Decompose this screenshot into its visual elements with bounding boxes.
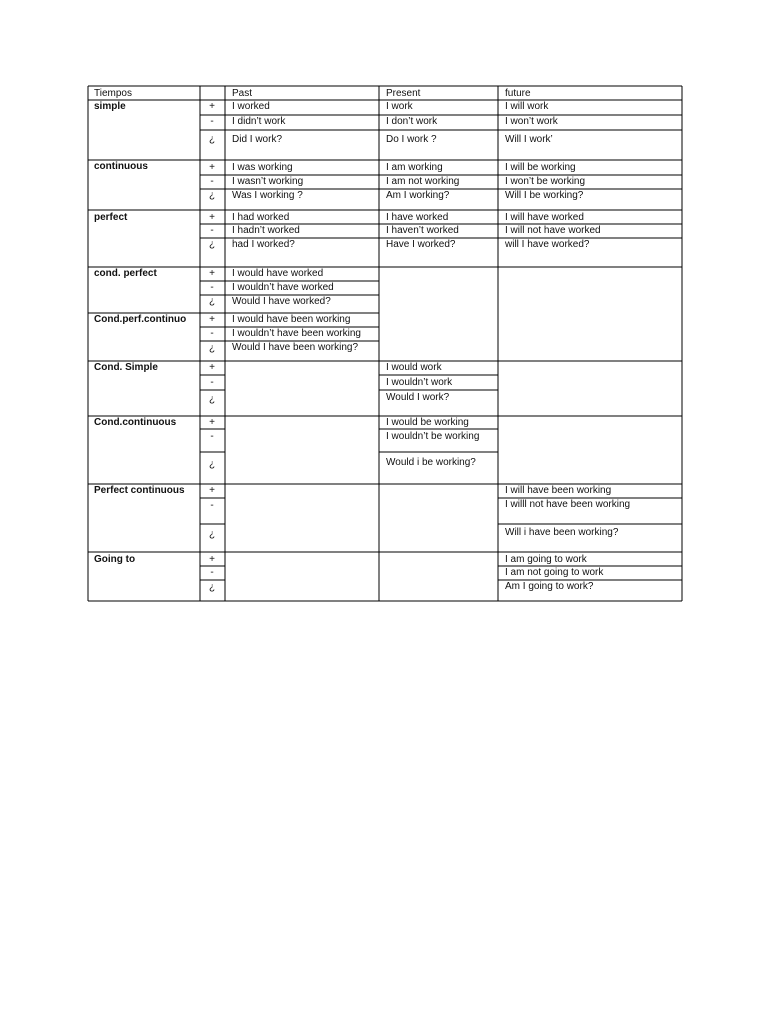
sign-question: ¿	[208, 459, 216, 470]
sign-question: ¿	[208, 296, 216, 307]
past-negative: I wouldn’t have been working	[232, 328, 361, 339]
future-affirmative: I will work	[505, 101, 549, 112]
future-affirmative: I will have been working	[505, 485, 612, 496]
present-question: Would I work?	[386, 392, 450, 403]
future-negative: I won’t work	[505, 116, 558, 127]
tense-label: Perfect continuous	[94, 485, 185, 496]
present-affirmative: I have worked	[386, 212, 449, 223]
tense-label: Cond. Simple	[94, 362, 158, 373]
sign-positive: +	[209, 268, 215, 279]
future-negative: I won’t be working	[505, 176, 586, 187]
present-negative: I am not working	[386, 176, 460, 187]
past-negative: I hadn’t worked	[232, 225, 300, 236]
sign-positive: +	[209, 417, 215, 428]
sign-negative: -	[210, 500, 214, 511]
sign-question: ¿	[208, 394, 216, 405]
past-affirmative: I would have been working	[232, 314, 351, 325]
future-negative: I will not have worked	[505, 225, 601, 236]
present-question: Am I working?	[386, 190, 450, 201]
tense-label: Cond.perf.continuo	[94, 314, 187, 325]
future-affirmative: I am going to work	[505, 554, 587, 565]
future-question: Will I be working?	[505, 190, 584, 201]
past-affirmative: I was working	[232, 162, 293, 173]
sign-positive: +	[209, 554, 215, 565]
sign-negative: -	[210, 282, 214, 293]
past-negative: I wouldn’t have worked	[232, 282, 334, 293]
sign-negative: -	[210, 431, 214, 442]
tense-label: Going to	[94, 554, 136, 565]
sign-question: ¿	[208, 134, 216, 145]
sign-positive: +	[209, 362, 215, 373]
header-present: Present	[386, 88, 421, 99]
present-negative: I don’t work	[386, 116, 438, 127]
present-affirmative: I would be working	[386, 417, 469, 428]
sign-negative: -	[210, 176, 214, 187]
header-future: future	[505, 88, 531, 99]
sign-negative: -	[210, 116, 214, 127]
future-affirmative: I will be working	[505, 162, 576, 173]
sign-positive: +	[209, 314, 215, 325]
present-negative: I wouldn’t be working	[386, 431, 480, 442]
sign-positive: +	[209, 162, 215, 173]
sign-question: ¿	[208, 239, 216, 250]
past-negative: I wasn’t working	[232, 176, 304, 187]
sign-negative: -	[210, 567, 214, 578]
sign-positive: +	[209, 212, 215, 223]
tense-label: cond. perfect	[94, 268, 157, 279]
sign-negative: -	[210, 225, 214, 236]
present-negative: I haven’t worked	[386, 225, 459, 236]
future-question: Will i have been working?	[505, 527, 619, 538]
sign-positive: +	[209, 101, 215, 112]
sign-question: ¿	[208, 343, 216, 354]
present-question: Do I work ?	[386, 134, 437, 145]
sign-question: ¿	[208, 529, 216, 540]
sign-positive: +	[209, 485, 215, 496]
future-question: Am I going to work?	[505, 581, 594, 592]
future-question: Will I work’	[505, 134, 553, 145]
present-affirmative: I work	[386, 101, 413, 112]
header-past: Past	[232, 88, 253, 99]
sign-question: ¿	[208, 582, 216, 593]
future-question: will I have worked?	[505, 239, 590, 250]
past-question: Would I have been working?	[232, 342, 359, 353]
future-negative: I willl not have been working	[505, 499, 631, 510]
present-negative: I wouldn’t work	[386, 377, 453, 388]
future-negative: I am not going to work	[505, 567, 604, 578]
tense-label: continuous	[94, 161, 148, 172]
header-tiempos: Tiempos	[94, 88, 132, 99]
present-question: Would i be working?	[386, 457, 476, 468]
sign-negative: -	[210, 377, 214, 388]
past-affirmative: I had worked	[232, 212, 290, 223]
present-affirmative: I would work	[386, 362, 442, 373]
past-question: Would I have worked?	[232, 296, 331, 307]
tense-label: perfect	[94, 212, 128, 223]
past-affirmative: I would have worked	[232, 268, 324, 279]
sign-question: ¿	[208, 190, 216, 201]
past-question: had I worked?	[232, 239, 295, 250]
present-affirmative: I am working	[386, 162, 443, 173]
past-negative: I didn’t work	[232, 116, 286, 127]
future-affirmative: I will have worked	[505, 212, 584, 223]
tense-label: Cond.continuous	[94, 417, 177, 428]
past-question: Did I work?	[232, 134, 283, 145]
past-affirmative: I worked	[232, 101, 270, 112]
past-question: Was I working ?	[232, 190, 303, 201]
present-question: Have I worked?	[386, 239, 456, 250]
tense-label: simple	[94, 101, 126, 112]
sign-negative: -	[210, 328, 214, 339]
